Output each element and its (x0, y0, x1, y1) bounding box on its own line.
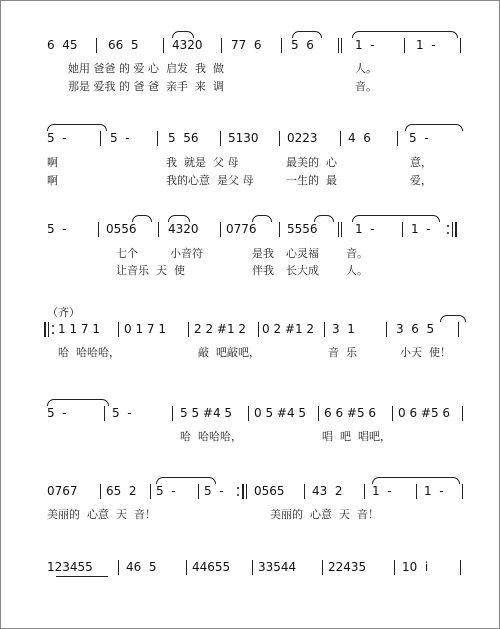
measure: 5 6 (291, 38, 314, 52)
lyric-line: 她用 爸爸 的 爱 心 启发 我 做 (68, 62, 224, 75)
barline (118, 560, 119, 575)
barline (341, 38, 342, 53)
barline (452, 222, 453, 237)
barline (220, 131, 221, 146)
barline-thick (242, 484, 244, 499)
lyric-line: 让音乐 天 使 (116, 264, 185, 277)
barline (98, 222, 99, 237)
barline (394, 560, 395, 575)
barline (100, 484, 101, 499)
measure: 65 2 (106, 484, 137, 498)
tie (352, 215, 440, 222)
measure: 1 - (424, 484, 444, 498)
lyric-line: 我 就是 父 母 (166, 156, 239, 169)
slur (314, 215, 334, 222)
measure: 0767 (47, 484, 78, 498)
measure: 1 1 7 1 (58, 322, 100, 336)
lyric-line: 敲 吧敲吧， (198, 346, 260, 359)
barline-thick (455, 222, 457, 237)
barline (340, 131, 341, 146)
barline (100, 131, 101, 146)
measure: 1 - (416, 38, 436, 52)
measure: 5 - (156, 484, 176, 498)
barline (322, 560, 323, 575)
repeat-dot (237, 494, 239, 496)
measure: 4 6 (348, 131, 371, 145)
lyric-line: 音。 (355, 80, 377, 93)
measure: 5 - (47, 222, 67, 236)
tie (405, 124, 463, 131)
lyric-line: 啊 (47, 174, 58, 187)
barline (338, 222, 339, 237)
lyric-line: 心灵福 (286, 247, 319, 260)
lyric-line: 我的心意 是父 母 (166, 174, 254, 187)
measure: 5 - (47, 131, 67, 145)
measure: 33544 (258, 560, 297, 574)
tie (47, 124, 107, 131)
measure: 1 - (355, 222, 375, 236)
measure: 4320 (168, 222, 199, 236)
measure: 44655 (192, 560, 231, 574)
barline (220, 222, 221, 237)
lyric-line: 哈 哈哈哈， (58, 346, 120, 359)
barline (248, 406, 249, 421)
measure: 43 2 (312, 484, 343, 498)
lyric-line: 伴我 (252, 264, 274, 277)
barline (458, 322, 459, 337)
lyric-line: 啊 (47, 156, 58, 169)
barline (104, 406, 105, 421)
barline (318, 406, 319, 421)
measure: 5 56 (168, 131, 199, 145)
tie (352, 31, 458, 38)
barline (279, 222, 280, 237)
barline (386, 322, 387, 337)
barline (188, 322, 189, 337)
tie (156, 477, 216, 484)
measure: 5 - (409, 131, 429, 145)
repeat-dot (447, 225, 449, 227)
lyric-line: 爱， (410, 174, 432, 187)
barline (279, 131, 280, 146)
barline (416, 484, 417, 499)
lyric-line: 意， (410, 156, 432, 169)
measure: 5 - (110, 131, 130, 145)
repeat-dot (447, 232, 449, 234)
measure: 3 1 (332, 322, 355, 336)
repeat-dot (237, 487, 239, 489)
lyric-line: 人。 (355, 62, 377, 75)
barline (158, 222, 159, 237)
slur (172, 31, 194, 38)
measure: 6 6 #5 6 (324, 406, 377, 420)
measure: 1 - (372, 484, 392, 498)
measure: 0223 (287, 131, 318, 145)
slur (132, 215, 152, 222)
measure: 4320 (172, 38, 203, 52)
barline (246, 484, 247, 499)
barline (462, 484, 463, 499)
lyric-line: 美丽的 心意 天 音！ (47, 508, 156, 521)
barline (324, 322, 325, 337)
lyric-line: 哈 哈哈哈， (180, 430, 242, 443)
lyric-line: 七个 (116, 247, 138, 260)
barline (157, 131, 158, 146)
measure: 5130 (228, 131, 259, 145)
barline (198, 484, 199, 499)
measure: 0 6 #5 6 (398, 406, 451, 420)
barline (172, 406, 173, 421)
repeat-dot (52, 332, 54, 334)
barline (462, 406, 463, 421)
barline (402, 222, 403, 237)
barline (150, 484, 151, 499)
lyric-line: 音 乐 (328, 346, 357, 359)
lyric-line: 那是 爱我 的 爸 爸 亲手 来 调 (68, 80, 224, 93)
barline (338, 38, 339, 53)
measure: 0 2 #1 2 (262, 322, 315, 336)
lyric-line: 最美的 心 (286, 156, 337, 169)
measure: 66 5 (108, 38, 139, 52)
measure: 3 6 5 (396, 322, 435, 336)
barline (460, 560, 461, 575)
barline (163, 38, 164, 53)
barline (186, 560, 187, 575)
measure: 1 - (411, 222, 431, 236)
barline (341, 222, 342, 237)
tie (372, 477, 460, 484)
barline (397, 131, 398, 146)
measure: 77 6 (231, 38, 262, 52)
barline (258, 322, 259, 337)
slur (168, 215, 190, 222)
barline (252, 560, 253, 575)
measure: 5 5 #4 5 (180, 406, 233, 420)
measure: 46 5 (126, 560, 157, 574)
barline (48, 322, 49, 337)
measure: 5 - (47, 406, 67, 420)
lyric-line: 唱 吧 唱吧， (322, 430, 391, 443)
lyric-line: 是我 (252, 247, 274, 260)
lyric-line: 音。 (346, 247, 368, 260)
measure: 0556 (106, 222, 137, 236)
slur (292, 31, 322, 38)
lyric-line: 一生的 最 (286, 174, 337, 187)
measure: 5556 (287, 222, 318, 236)
measure: 10 i (402, 560, 429, 574)
measure: 0 5 #4 5 (254, 406, 307, 420)
slur (252, 215, 272, 222)
barline (281, 38, 282, 53)
measure: 2 2 #1 2 (194, 322, 247, 336)
barline (364, 484, 365, 499)
measure: 5 - (112, 406, 132, 420)
barline (404, 38, 405, 53)
tie (47, 399, 109, 406)
measure: 123455 (47, 560, 93, 574)
barline (392, 406, 393, 421)
lyric-line: 人。 (346, 264, 368, 277)
lyric-line: 小音符 (170, 247, 203, 260)
measure: 6 45 (47, 38, 78, 52)
barline (460, 38, 461, 53)
measure: 5 - (204, 484, 224, 498)
measure: 1 - (355, 38, 375, 52)
lyric-line: 长大成 (286, 264, 319, 277)
barline (118, 322, 119, 337)
measure: 0 1 7 1 (124, 322, 166, 336)
dynamic-mark: （齐） (47, 306, 80, 319)
barline (96, 38, 97, 53)
measure: 0776 (226, 222, 257, 236)
barline (304, 484, 305, 499)
tie (440, 315, 466, 322)
barline (221, 38, 222, 53)
repeat-dot (52, 325, 54, 327)
beam (56, 576, 108, 577)
measure: 0565 (254, 484, 285, 498)
measure: 22435 (328, 560, 367, 574)
barline-thick (44, 322, 46, 337)
lyric-line: 小天 使！ (400, 346, 451, 359)
lyric-line: 美丽的 心意 天 音！ (270, 508, 379, 521)
